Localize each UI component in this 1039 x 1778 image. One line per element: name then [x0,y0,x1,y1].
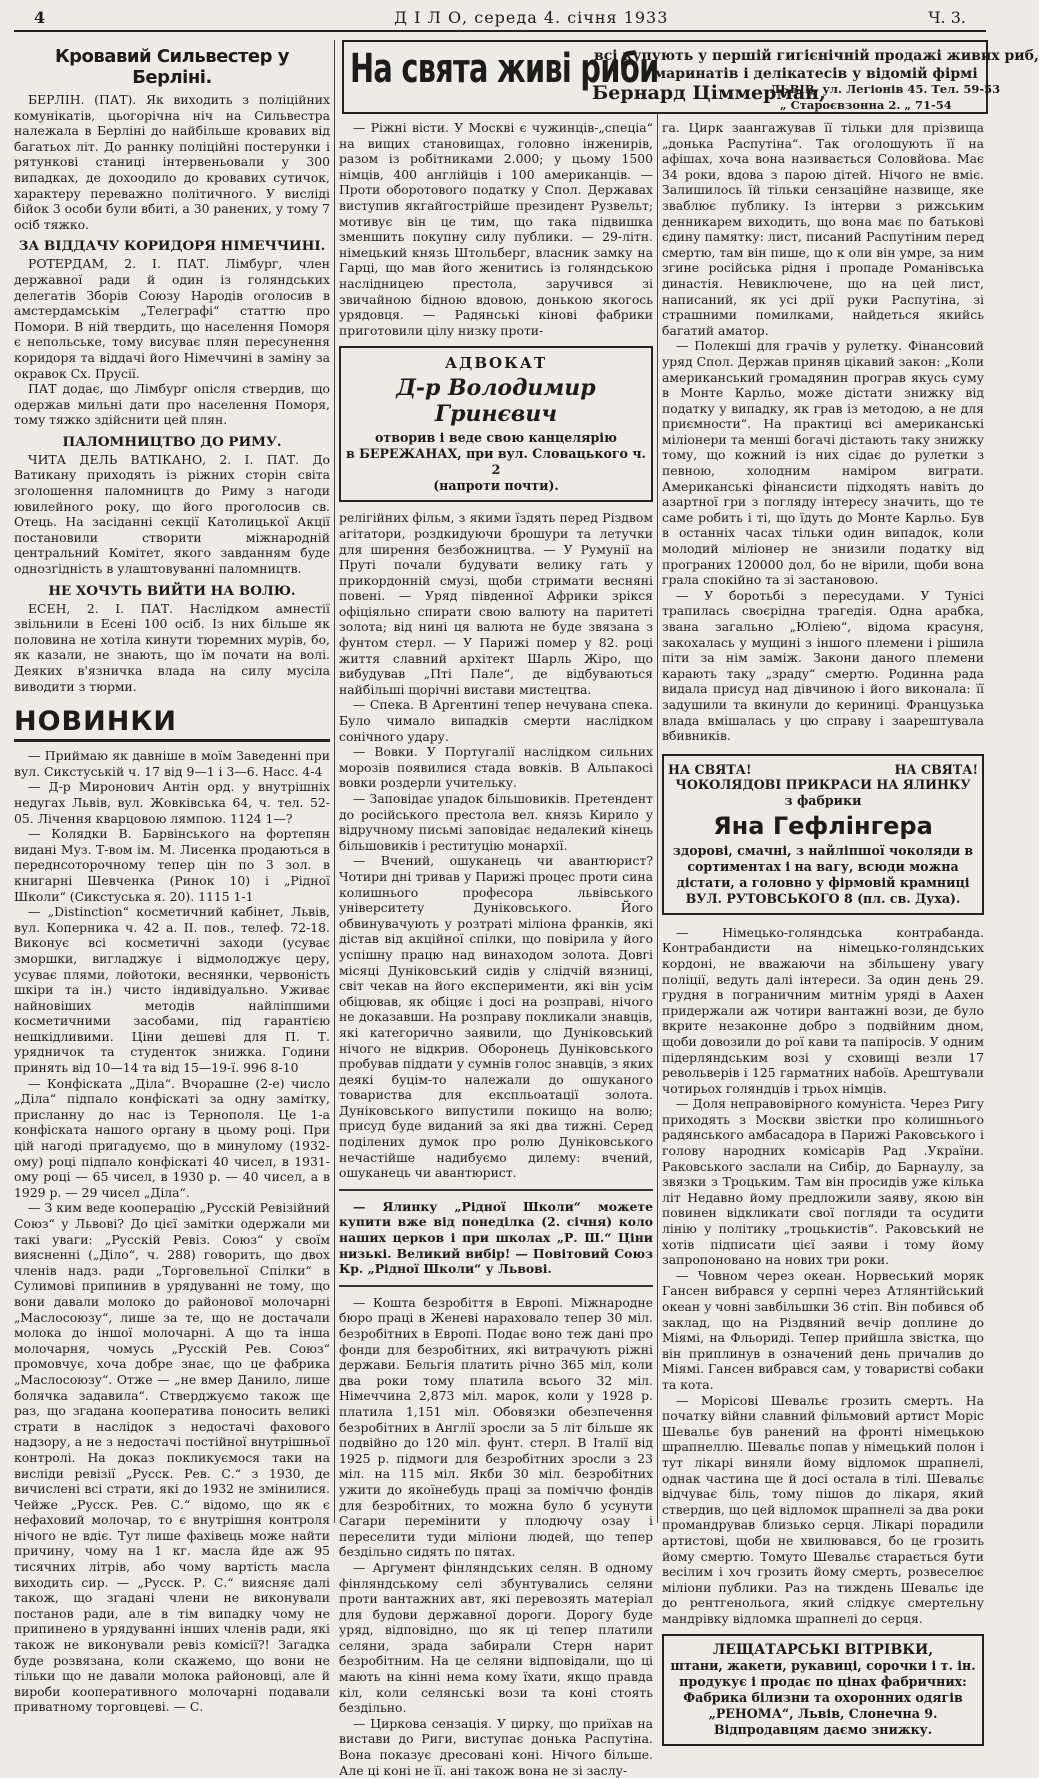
news-item: га. Цирк заангажував її тільки для прізвища „донька Распутіна“. Так оголошують її на афішах, хоча вона називається Соловйова. Має 34 роки, вдова з парою дітей. Нічого не вміє. Залишилось їй тільки сензаційне назвище, яке зваблює публику. Із інтерви з рижським денникарем виходить, що вона має по батькові єдину памятку: лист, писаний Распутіним перед смертю, там він пише, що к оли він умре, за ним згине російська рідня і пропаде Романівська династія. Невиключене, що на цей лист, написаний, як усі дрії руки Распутіна, зі страшними помилками, найдеться якийсь багатий аматор. [662,120,984,338]
shop-ad-name: ЛЕЩАТАРСЬКІ ВІТРІВКИ, [712,1642,934,1659]
article-text: ПАТ додає, що Лімбург опісля ствердив, що одержав мильні дати про населення Поморя, тому тяжко здійснити цей плян. [14,381,330,428]
page-number: 4 [34,8,46,27]
fish-ad-address2: „ Староєвзонна 2. „ 71-54 [780,98,952,112]
news-item: — Човном через океан. Норвеський моряк Гансен вибрався у серпні через Атлянтійський океан у човні завбільшки 36 стіп. Він побився об заклад, що на Різдвяний вечір доплине до Міямі, на Фльориді. Тепер прийшла звістка, що він приплинув в означений день причалив до Міямі. Гансен вибрався сам, у товаристві собаки та кота. [662,1267,984,1392]
fish-ad-firm: Бернард Ціммерман, [592,82,826,104]
article-text: ЧИТА ДЕЛЬ ВАТІКАНО, 2. І. ПАТ. До Ватикану приходять із ріжних сторін світа зголошення паломництв до Риму з нагоди ювилейного року, що його проголосив св. Отець. На засіданні секції Католицької Акції постановили створити міжнародній центральний Комітет, якого завданням буде однозгідність в улаштовуванні паломництв. [14,451,330,577]
choc-ad-right: НА СВЯТА! [894,761,978,777]
choc-ad-line: ЧОКОЛЯДОВІ ПРИКРАСИ НА ЯЛИНКУ [675,776,971,792]
article-text: БЕРЛІН. (ПАТ). Як виходить з поліційних комунікатів, цьогорічна ніч на Сильвестра належала в Берліні до найбільше кровавих від багатьох літ. До раннку поліційні постерунки і рятункові станиці інтервеньовали у 300 випадках, де дохоодило до кровавих сутичок, характеру переважно політичного. У висліді бійок 3 особи були вбиті, а 30 ранених, у тому 7 осіб тяжко. [14,92,330,232]
fish-ad-address1: ЛЬВІВ, ул. Легіонів 45. Тел. 59-53 [770,82,1001,96]
fish-ad-line1: всі купують у першій гигієнічній продажі живих риб, [594,48,1039,64]
chocolate-advertisement [662,754,984,915]
news-item: — Заповідає упадок більшовиків. Претендент до російського престола вел. князь Кирило у відручному письмі заповідає недалекий кінець більшовиків і реституцію монархії. [339,791,653,853]
column-divider [334,40,335,1523]
article-text: РОТЕРДАМ, 2. І. ПАТ. Лімбург, член державної ради й один із голяндських делегатів Зборів Союзу Народів оголосив в амстердамськім „Телеграфі“ статтю про Помори. В ній твердить, що населення Поморя є непольське, тому висуває плян пересунення коридоря та віддачі його Німеччині в заміну за окравок Сх. Прусії. [14,256,330,381]
fish-ad-headline: На свята живі риби [350,46,659,92]
choc-ad-text: здорові, смачні, з найліпшої чоколяди в сортиментах і на вагу, всюди можна дістати, а головно у фірмовій крамниці [672,842,974,890]
article-title: ПАЛОМНИЦТВО ДО РИМУ. [62,433,282,450]
news-item: — З ким веде кооперацію „Русскій Ревізійний Союз“ у Львові? До цієї замітки одержали ми такі уваги: „Русскій Ревіз. Союз“ у своїм виясненні („Діло“, ч. 288) говорить, що двох членів надз. ради „Торговельної Спілки“ в Сулимові припинив в урядуванні не тому, що вони давали молоко до районової молочарні „Маслосоюзу“, лише за те, що не достачали молока до іншої молочарні. А що та інша молочарня, чомусь „Русскій Рев. Союз“ промовчує, хоча добре знає, що це фабрика „Маслосоюзу“. Отже — „не вмер Данило, лише болячка задавила“. Стверджуємо також ще раз, що згадана кооператива поносить великі страти в наслідок з недостачі фахового надзору, а не з недостачі постійної внутрішньої контролі. На доказ покликуємося таки на висліди ревізії „Русск. Рев. С.“ з 1930, де вичислені всі страти, які до 1932 не змінилися. Чейже „Русск. Рев. С.“ відомо, що як є нефаховий молочар, то є внутрішня контроля нічого не вдіє. Тут лише фахівець може найти причину, чому на 1 кг. масла йде аж 95 тисячних літрів, або чому вартість масла виходить сир. — „Русск. Р. С.“ виясняє далі також, що згадані члени не виконували постанов ради, але в тім випадку чому не припинено в урядуванні інших членів ради, які також не виконували ревіз комісії?! Загадка буде розвязана, коли скажемо, що вони не тільки що не давали молока районовці, але й вироби кооперативного молочарні подавали приватному торговцеві. — С. [14,1200,330,1715]
clothing-advertisement [662,1634,984,1746]
lawyer-ad-kind: АДВОКАТ [444,354,548,373]
news-item: — Доля неправовірного комуніста. Через Ригу приходять з Москви звістки про колишнього радянського амбасадора в Парижі Раковського і голову народних комісарів Рад .України. Раковського заслали на Сибір, до Барнаулу, за звязки з Троцьким. Там він просидів уже кілька літ Недавно йому предложили заяву, якою він повинен відкликати свої погляди та осудити лінію у політику „троцькистів“. Раковський не хотів підписати цієї заяви і тому йому запропоновано на нових три роки. [662,1096,984,1268]
issue-number: Ч. 3. [928,8,966,27]
divider [339,1285,653,1287]
lawyer-ad-line: отворив і веде свою канцелярію [375,430,617,446]
news-item: — Вчений, ошуканець чи авантюрист? Чотири дні тривав у Парижі процес проти сина колишнього професора львівського університету Дуніковського. Його обвинувачують у розтраті міліона франків, які дістав від акційної спілки, що повірила у його успішну працю над винаходом золота. Довгі місяці Дуніковський сидів у слідчій вязниці, світ чекав на його експерименти, які він усім обіцював, як обіцяє і досі на розправі, нічого не доказавши. На розправу покликали знавців, які категорично заявили, що Дуніковський нічого не відкрив. Оборонець Дуніковського пробував піддати у сумнів голос знавців, з яких деякі буцім-то належали до ошуканого товариства для експльоатації золота. Дуніковського випустили покищо на волю; присуд буде виданий за які два тижні. Серед поділених думок про ролю Дуніковського нечастійше надибуємо дилему: вчений, ошуканець чи авантюрист. [339,853,653,1181]
lawyer-ad-name: Д-р Володимир Гринєвич [396,375,596,428]
news-item: — Д-р Миронович Антін орд. у внутрішніх недугах Львів, вул. Жовківська 64, ч. тел. 52-05. Лічення кварцовою лямпою. 1124 1—? [14,779,330,826]
choc-ad-from: з фабрики [784,792,862,808]
news-item: — Ялинку „Рідної Школи“ можете купити вже від понеділка (2. січня) коло наших церков і при школах „Р. Ш.“ Ціни низькі. Великий вибір! — Повітовий Союз Кр. „Рідної Школи“ у Львові. [339,1198,653,1277]
lawyer-advertisement [339,346,653,502]
news-item: — У боротьбі з пересудами. У Тунісі трапилась своєрідна трагедія. Одна арабка, звана загально „Юліею“, відома красуня, закохалась у мущині з іншого племени і рішила піти за нім заміж. Закони даного племени карають таку „зраду“ смертю. Родинна рада видала присуд над дівчиною і його виконала: її задушили та вкинули до кериниці. Французька влада вмішалась у цю справу і заарештувала вбивників. [662,587,984,744]
news-item: — Конфіската „Діла“. Вчорашне (2-е) число „Діла“ підпало конфіскаті за одну замітку, присланну до нас із Тернополя. Це 1-а конфіската нашого органу в цьому році. При цій нагоді пригадуємо, що в минулому (1932-ому) році підпало конфіскаті 40 чисел, в 1931-ому році — 65 чисел, в 1930 р. — 40 чисел, а в 1929 р. — 29 чисел „Діла“. [14,1075,330,1200]
news-item: — Морісові Шевальє грозить смерть. На початку війни славний фільмовий артист Моріс Шевальє був ранений на фронті німецькою шрапнеллю. Шевальє попав у німецький полон і тут лікарі виняли йому відломок шрапнелі, однак частина ще й досі остала в тілі. Шевальє відчуває біль, тому пішов до лікаря, який ствердив, що цей відломок шрапнелі за два роки промандрував близько серця. Лікарі порадили артистові, щоби не хвилювався, бо це грозить йому смертю. Томуто Шевальє старається бути весілим і хоч грозить йому смерть, розвеселює міліони публики. Раз на тиждень Шевальє іде до рентгенольога, який слідкує смертельну мандрівку відломка шрапнелі до серця. [662,1392,984,1626]
news-item: — Ріжні вісти. У Москві є чужинців-„спеціа“ на вищих становищах, головно інженирів, разом із робітниками 2.000; у цьому 1500 німців, 400 англійців і 100 американців. — Проти оборотового податку у Спол. Державах виступив якгайгострійше президент Рузвельт; мотивує він це тим, що така підвишка зменшить покупну силу публики. — 29-літн. німецький князь Штольберг, власник замку на Гарці, що мав його женитись із голяндською наслідницею престола, заручився зі звичайною бідною вдовою, донькою якогось урядовця. — Радянські кінові фабрики приготовили цілу низку проти- [339,120,653,338]
news-item: — „Distinction“ косметичний кабінет, Львів, вул. Коперника ч. 42 а. II. пов., телеф. 72-18. Виконує всі косметичні заходи (усуває зморшки, вигладжує і відмолоджує церу, усуває плями, лойотоки, веснянки, червоність шкіри та ін.) чисто індивідуально. Уживає найновіших методів найліпшими косметичними засобами, під гарантією нешкідливими. Ціни дешеві для П. Т. урядничок та студенток знижка. Години принять від 10—14 та від 15—19-ї. 996 8-10 [14,904,330,1076]
fish-advertisement [342,40,1039,114]
shop-ad-text: штани, жакети, рукавиці, сорочки і т. ін. продукує і продає по цінах фабричних: Фабрика білизни та охоронних одягів „РЕНОМА“, Львів, Слонечна 9. Відпродавцям даємо знижку. [670,1658,976,1738]
news-item: — Циркова сензація. У цирку, що приїхав на вистави до Риги, виступає донька Распутіна. Вона показує дресовані коні. Нічого більше. Але ці коні не її. ані також вона не зі заслу- [339,1715,653,1778]
news-item: — Німецько-голяндська контрабанда. Контрабандисти на німецько-голяндських кордоні, не вважаючи на збільшену увагу поліції, ведуть далі інтереси. За один день 29. грудня в пограничним митнім уряді в Аахен придержали аж чотири вантажні вози, де було вкрите незаконне добро з подвійним дном, щоби довозили до рої кави та папіросів. У одним підерляндським возі у сховищі везли 17 револьверів і 125 гарматних набоїв. Арештували чотирьох голяндців і трьох німців. [662,924,984,1096]
lawyer-ad-line: (напроти почти). [433,478,559,494]
news-item: релігійних фільм, з якими їздять перед Різдвом агітатори, роздкидуючи брошури та летучки для ширення безбожництва. — У Румунії на Пруті почали будувати велику гать у прикордонній смузі, щоби стримати весняні повені. — Уряд південної Африки зрікся офіціяльно спирати свою валюту на паритеті золота; від нині ця валюта не буде звязана з фунтом стерл. — У Парижі помер у 82. році життя славний архітект Шарль Жіро, що вибудував „Пті Пале“, де відбуваються найбільші щорічні вистави мистецтва. [339,510,653,697]
choc-ad-left: НА СВЯТА! [668,761,752,777]
column-3 [662,120,984,1738]
page-header [14,6,986,32]
news-item: — Колядки В. Барвінського на фортепян видані Муз. Т-вом ім. М. Лисенка продаються в переднсоторочному тепер цін по 3 зол. в книгарні Шевченка (Ринок 10) і „Рідної Школи“ (Сикстуська я. 20). 1115 1-1 [14,826,330,904]
article-title: ЗА ВІДДАЧУ КОРИДОРЯ НІМЕЧЧИНІ. [18,238,326,255]
article-title: Кровавий Сильвестер у Берліні. [54,46,290,88]
fish-ad-line2: маринатів і делікатесів у відомій фірмі [654,66,978,82]
news-item: — Вовки. У Португалії наслідком сильних морозів появилися стада вовків. В Альпакосі вовки роздерли учительку. [339,744,653,791]
article-title: НЕ ХОЧУТЬ ВИЙТИ НА ВОЛЮ. [48,582,296,599]
choc-ad-name: Яна Гефлінгера [713,811,933,840]
choc-ad-address: ВУЛ. РУТОВСЬКОГО 8 (пл. св. Духа). [685,890,961,906]
article-text: ЕСЕН, 2. І. ПАТ. Наслідком амнестії звільнили в Есені 100 осіб. Із них більше як половина не хотіла кинути тюремних мурів, бо, як казали, не знають, що їм почати на волі. Деяких в'язничка влада на силу мусіла виводити з тюрми. [14,600,330,694]
divider [339,1189,653,1191]
column-1 [14,40,330,1715]
section-title-novynky: НОВИНКИ [14,706,330,742]
news-item: — Кошта безробіття в Европі. Міжнародне бюро праці в Женеві нараховало тепер 30 міл. безробітних в Европі. Подає воно теж дані про фонди для безробітних, які витрачують ріжні держави. Бельгія платить річно 365 міл, коли два роки тому платила всього 32 міл. Німеччина 2,873 міл. марок, коли у 1928 р. платила 1,151 міл. Обовязки обезпечення безробітних в Англії зросли за 5 літ більше як подвійно до 120 міл. фунт. стерл. В Італії від 1925 р. підмоги для безробітних зросли з 23 міл. на 115 міл. Якби 30 міл. безробітних ужити до якоїнебудь праці за поміччю фондів для безробітних, то можна було б усунути Сагари перемінити у плодючу озау і переселити туди міліони людей, що тепер бездільно сидять по пятах. [339,1294,653,1560]
news-item: — Спека. В Аргентині тепер нечувана спека. Було чимало випадків смерти наслідком сонічного удару. [339,697,653,744]
news-item: — Полекші для грачів у рулетку. Фінансовий уряд Спол. Держав приняв цікавий закон: „Коли американський громадянин програв якусь суму в Монте Карльо, може дістати знижку від податку у випадку, як грав із методою, а не для приємности“. На практиці всі американські міліонери та менші богачі дістають таку знижку тому, що кожний із них сідає до рулетки з певною, холодним наміром виграти. Американські фінансисти підходять навіть до азартної гри з погляду інтересу значить, що те саме робить і ті, що їдуть до Монте Карльо. Був в останніх часах тільки один випадок, коли молодий міліонер не знизили податку від програних 120000 дол, бо не вірили, щоби вона грала спокійно та зі застановою. [662,338,984,588]
news-item: — Приймаю як давніше в моїм Заведенні при вул. Сикстуській ч. 17 від 9—1 і 3—6. Насс. 4-4 [14,748,330,779]
news-item: — Аргумент фінляндських селян. В одному фінляндському селі збунтувались селяни проти вантажних авт, які перевозять матеріал для будови державної дороги. Дорогу буде уряд, відповідно, що як ці тепер платили селяни, зрада забирали Стерн нарит безробітним. На це селяни відповідали, що ці мають на кінні нема кому їхати, якщо правда кіл, коли селянські вози та коні стоять бездільно. [339,1559,653,1716]
column-2 [339,120,653,1778]
lawyer-ad-line: в БЕРЕЖАНАХ, при вул. Словацького ч. 2 [346,446,646,478]
masthead: Д І Л О, середа 4. січня 1933 [394,8,669,27]
column-divider [657,112,658,1523]
